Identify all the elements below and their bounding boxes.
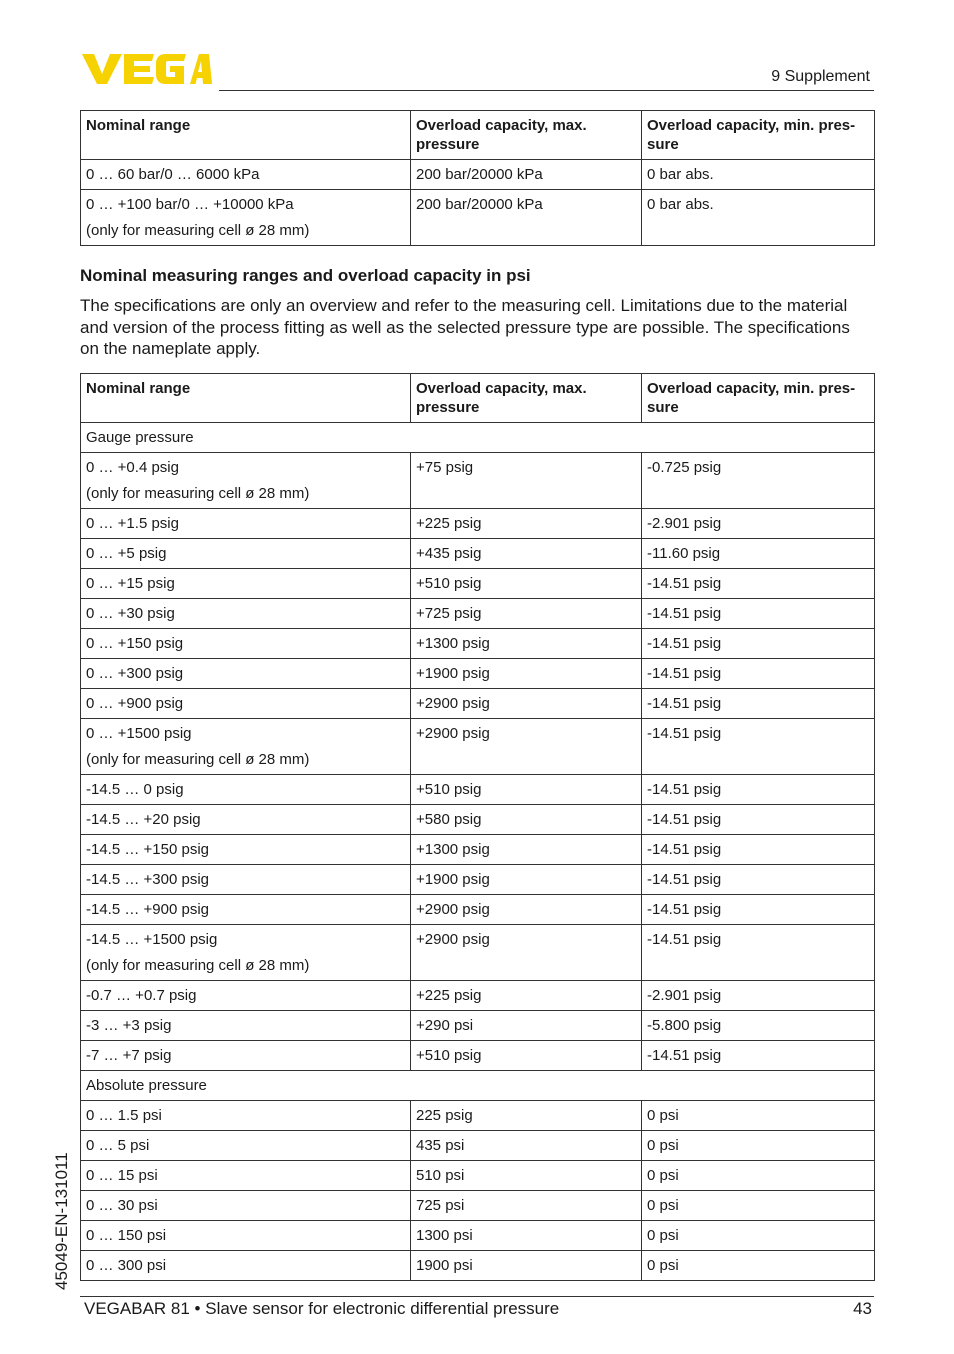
- table-row: [81, 719, 875, 775]
- overload-min-cell: -14.51 psig: [642, 599, 875, 629]
- table-row: [81, 453, 875, 509]
- table-row: [81, 539, 875, 569]
- overload-min-cell: -14.51 psig: [642, 629, 875, 659]
- header-overload-max: Overload capacity, max. pressure: [411, 111, 642, 160]
- overload-min-cell: -14.51 psig: [642, 659, 875, 689]
- overload-min-cell: 0 psi: [642, 1221, 875, 1251]
- overload-max-cell: +1300 psig: [411, 629, 642, 659]
- overload-max-cell: 725 psi: [411, 1191, 642, 1221]
- overload-min-cell: -14.51 psig: [642, 719, 875, 775]
- table-row: [81, 925, 875, 981]
- range-value: 0 … 30 psi: [86, 1197, 158, 1214]
- table-row: [81, 1011, 875, 1041]
- range-value: -14.5 … +900 psig: [86, 901, 209, 918]
- range-value: 0 … +100 bar/0 … +10000 kPa: [86, 196, 294, 213]
- overload-max-cell: +290 psi: [411, 1011, 642, 1041]
- overload-max-cell: 200 bar/20000 kPa: [411, 160, 642, 190]
- bar-ranges-table: [80, 110, 875, 246]
- range-note: (only for measuring cell ø 28 mm): [86, 957, 310, 974]
- range-value: 0 … +150 psig: [86, 635, 184, 652]
- overload-min-cell: -14.51 psig: [642, 775, 875, 805]
- range-value: 0 … +1.5 psig: [86, 515, 179, 532]
- overload-max-cell: +2900 psig: [411, 895, 642, 925]
- nominal-range-cell: [81, 925, 411, 981]
- table-row: [81, 509, 875, 539]
- nominal-range-cell: [81, 1251, 411, 1281]
- range-value: 0 … +900 psig: [86, 695, 184, 712]
- overload-min-cell: -14.51 psig: [642, 805, 875, 835]
- overload-min-cell: -14.51 psig: [642, 569, 875, 599]
- overload-min-cell: -5.800 psig: [642, 1011, 875, 1041]
- group-row: [81, 1071, 875, 1101]
- table-row: [81, 1251, 875, 1281]
- nominal-range-cell: [81, 190, 411, 246]
- nominal-range-cell: [81, 569, 411, 599]
- overload-min-cell: 0 psi: [642, 1191, 875, 1221]
- range-value: 0 … 5 psi: [86, 1137, 150, 1154]
- nominal-range-cell: [81, 689, 411, 719]
- overload-max-cell: 225 psig: [411, 1101, 642, 1131]
- nominal-range-cell: [81, 805, 411, 835]
- footer-title: VEGABAR 81 • Slave sensor for electronic differential pressure: [84, 1299, 560, 1318]
- group-label: Gauge pressure: [81, 423, 875, 453]
- table-row: [81, 895, 875, 925]
- nominal-range-cell: [81, 453, 411, 509]
- nominal-range-cell: [81, 865, 411, 895]
- overload-max-cell: 1300 psi: [411, 1221, 642, 1251]
- nominal-range-cell: [81, 659, 411, 689]
- range-value: 0 … 60 bar/0 … 6000 kPa: [86, 166, 260, 183]
- psi-ranges-table: [80, 373, 875, 1281]
- range-value: -3 … +3 psig: [86, 1017, 172, 1034]
- overload-max-cell: +225 psig: [411, 509, 642, 539]
- page-number: 43: [853, 1299, 872, 1318]
- overload-max-cell: +2900 psig: [411, 925, 642, 981]
- table-row: [81, 190, 875, 246]
- nominal-range-cell: [81, 775, 411, 805]
- header-nominal-range: Nominal range: [81, 111, 411, 160]
- group-row: [81, 423, 875, 453]
- overload-min-cell: -14.51 psig: [642, 1041, 875, 1071]
- overload-max-cell: +510 psig: [411, 1041, 642, 1071]
- table-row: [81, 659, 875, 689]
- header-section-title: 9 Supplement: [771, 68, 870, 85]
- range-value: 0 … 150 psi: [86, 1227, 167, 1244]
- range-value: 0 … 15 psi: [86, 1167, 158, 1184]
- overload-max-cell: +75 psig: [411, 453, 642, 509]
- table-row: [81, 1161, 875, 1191]
- nominal-range-cell: [81, 599, 411, 629]
- table-row: [81, 160, 875, 190]
- nominal-range-cell: [81, 629, 411, 659]
- overload-min-cell: 0 bar abs.: [642, 190, 875, 246]
- overload-min-cell: 0 psi: [642, 1131, 875, 1161]
- range-value: 0 … +0.4 psig: [86, 459, 179, 476]
- nominal-range-cell: [81, 1221, 411, 1251]
- header-nominal-range: Nominal range: [81, 374, 411, 423]
- document-code: 45049-EN-131011: [52, 1152, 71, 1290]
- overload-max-cell: +225 psig: [411, 981, 642, 1011]
- table-row: [81, 629, 875, 659]
- nominal-range-cell: [81, 895, 411, 925]
- overload-min-cell: -11.60 psig: [642, 539, 875, 569]
- nominal-range-cell: [81, 1101, 411, 1131]
- range-note: (only for measuring cell ø 28 mm): [86, 485, 310, 502]
- nominal-range-cell: [81, 719, 411, 775]
- table-row: [81, 865, 875, 895]
- nominal-range-cell: [81, 160, 411, 190]
- range-value: -14.5 … +300 psig: [86, 871, 209, 888]
- section-paragraph: The specifications are only an overview and refer to the measuring cell. Limitations due to the material and version of the process fitting as well as the selected pressure type are possible. The specifications on the nameplate apply.: [80, 296, 850, 358]
- range-value: -14.5 … +20 psig: [86, 811, 201, 828]
- overload-min-cell: -14.51 psig: [642, 925, 875, 981]
- range-value: 0 … +5 psig: [86, 545, 167, 562]
- group-label: Absolute pressure: [81, 1071, 875, 1101]
- overload-min-cell: -14.51 psig: [642, 835, 875, 865]
- header-overload-min: Overload capacity, min. pres-sure: [642, 374, 875, 423]
- table-row: [81, 569, 875, 599]
- range-value: 0 … +30 psig: [86, 605, 175, 622]
- overload-max-cell: 510 psi: [411, 1161, 642, 1191]
- table-row: [81, 599, 875, 629]
- overload-min-cell: -14.51 psig: [642, 865, 875, 895]
- table-row: [81, 1101, 875, 1131]
- range-value: -14.5 … +150 psig: [86, 841, 209, 858]
- header-overload-min: Overload capacity, min. pres-sure: [642, 111, 875, 160]
- footer-rule: [80, 1296, 874, 1297]
- range-value: -7 … +7 psig: [86, 1047, 172, 1064]
- overload-max-cell: +510 psig: [411, 775, 642, 805]
- overload-min-cell: 0 psi: [642, 1161, 875, 1191]
- section-heading: Nominal measuring ranges and overload capacity in psi: [80, 266, 531, 285]
- overload-max-cell: +2900 psig: [411, 719, 642, 775]
- range-value: 0 … +300 psig: [86, 665, 184, 682]
- overload-min-cell: 0 psi: [642, 1101, 875, 1131]
- overload-min-cell: -14.51 psig: [642, 895, 875, 925]
- overload-max-cell: +510 psig: [411, 569, 642, 599]
- overload-max-cell: +435 psig: [411, 539, 642, 569]
- overload-min-cell: -2.901 psig: [642, 981, 875, 1011]
- nominal-range-cell: [81, 539, 411, 569]
- overload-max-cell: 1900 psi: [411, 1251, 642, 1281]
- header-rule: [219, 90, 874, 91]
- range-value: -14.5 … 0 psig: [86, 781, 184, 798]
- table-row: [81, 689, 875, 719]
- range-value: 0 … +1500 psig: [86, 725, 192, 742]
- table-row: [81, 805, 875, 835]
- overload-max-cell: +2900 psig: [411, 689, 642, 719]
- table-row: [81, 775, 875, 805]
- nominal-range-cell: [81, 1191, 411, 1221]
- range-value: -0.7 … +0.7 psig: [86, 987, 197, 1004]
- nominal-range-cell: [81, 1011, 411, 1041]
- range-value: 0 … 1.5 psi: [86, 1107, 162, 1124]
- table-row: [81, 835, 875, 865]
- overload-max-cell: +1300 psig: [411, 835, 642, 865]
- range-note: (only for measuring cell ø 28 mm): [86, 751, 310, 768]
- table-row: [81, 1131, 875, 1161]
- nominal-range-cell: [81, 1041, 411, 1071]
- nominal-range-cell: [81, 509, 411, 539]
- overload-max-cell: 200 bar/20000 kPa: [411, 190, 642, 246]
- range-note: (only for measuring cell ø 28 mm): [86, 222, 310, 239]
- overload-min-cell: -14.51 psig: [642, 689, 875, 719]
- overload-max-cell: +725 psig: [411, 599, 642, 629]
- range-value: 0 … 300 psi: [86, 1257, 167, 1274]
- table-header-row: [81, 111, 875, 160]
- overload-max-cell: +580 psig: [411, 805, 642, 835]
- psi-table-body: [81, 423, 875, 1281]
- overload-max-cell: 435 psi: [411, 1131, 642, 1161]
- overload-min-cell: 0 bar abs.: [642, 160, 875, 190]
- range-value: 0 … +15 psig: [86, 575, 175, 592]
- table-row: [81, 1041, 875, 1071]
- vega-logo: [80, 48, 212, 88]
- overload-min-cell: -0.725 psig: [642, 453, 875, 509]
- overload-max-cell: +1900 psig: [411, 659, 642, 689]
- table-row: [81, 1221, 875, 1251]
- nominal-range-cell: [81, 981, 411, 1011]
- table-row: [81, 1191, 875, 1221]
- nominal-range-cell: [81, 1131, 411, 1161]
- nominal-range-cell: [81, 1161, 411, 1191]
- nominal-range-cell: [81, 835, 411, 865]
- table-header-row: [81, 374, 875, 423]
- table-row: [81, 981, 875, 1011]
- overload-min-cell: 0 psi: [642, 1251, 875, 1281]
- header-overload-max: Overload capacity, max. pressure: [411, 374, 642, 423]
- range-value: -14.5 … +1500 psig: [86, 931, 218, 948]
- overload-min-cell: -2.901 psig: [642, 509, 875, 539]
- overload-max-cell: +1900 psig: [411, 865, 642, 895]
